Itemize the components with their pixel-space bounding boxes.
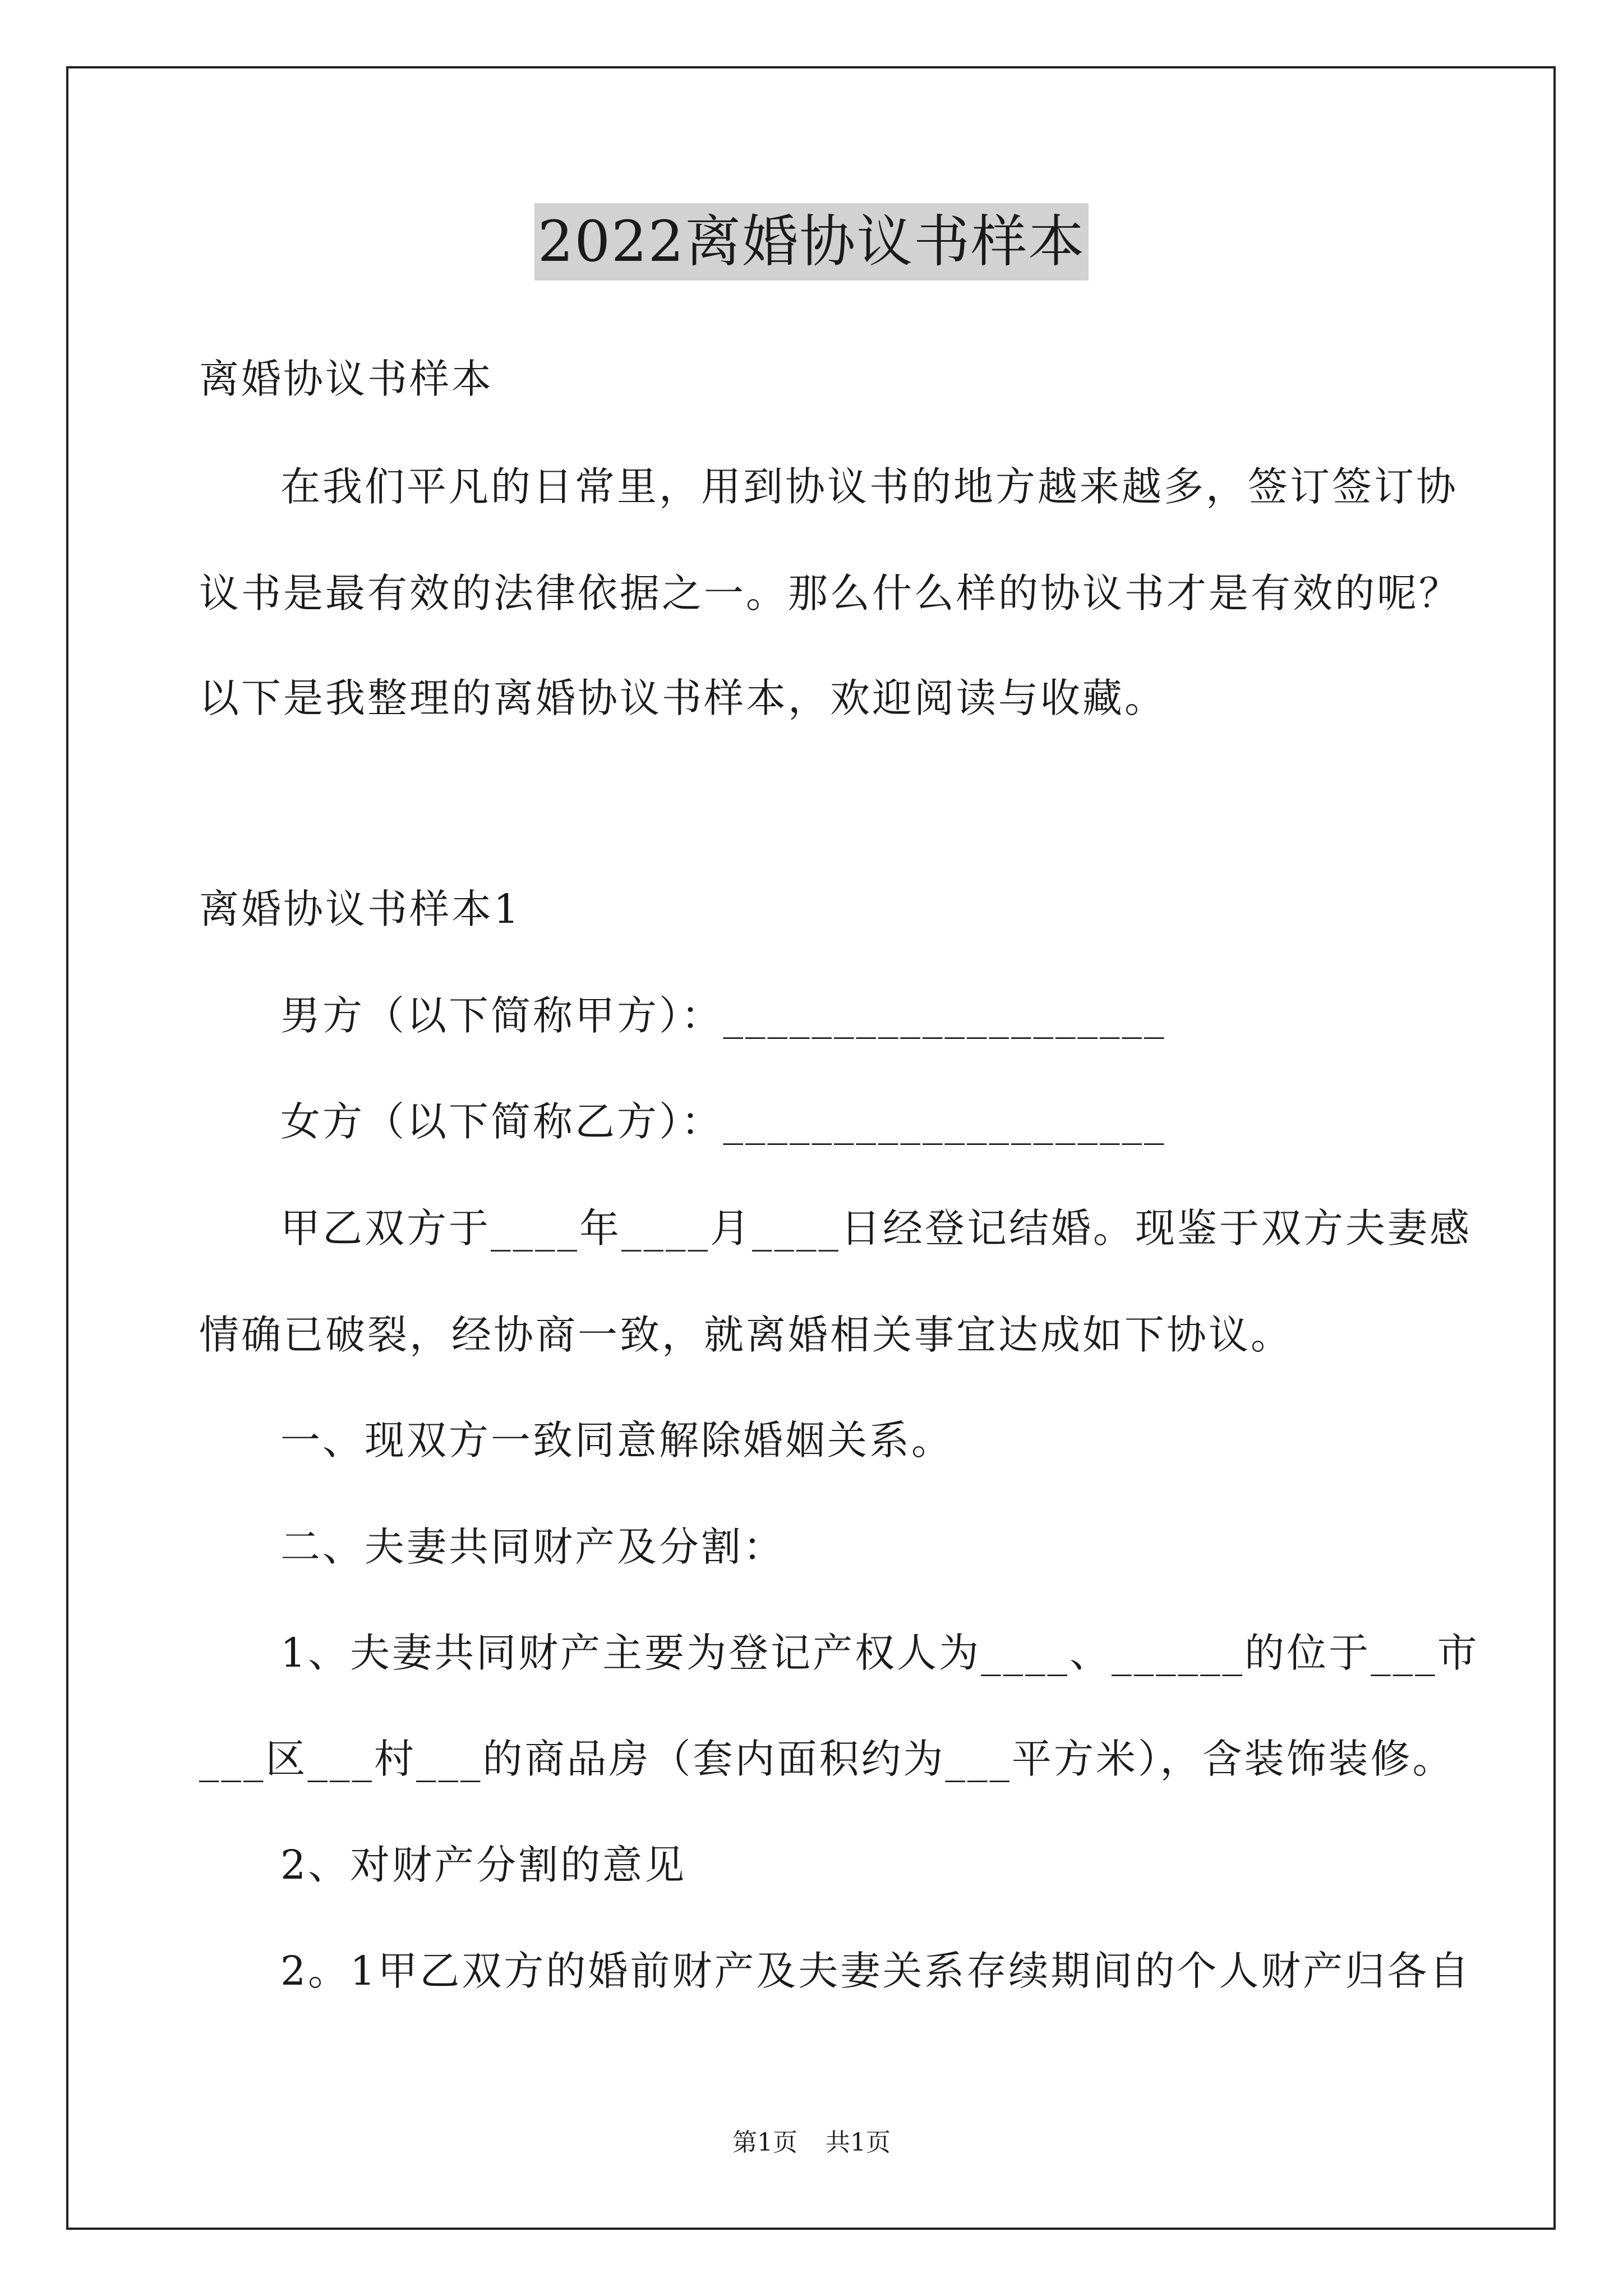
- paragraph-line: 2。1甲乙双方的婚前财产及夫妻关系存续期间的个人财产归各自: [280, 1948, 1472, 1994]
- page-footer: [0, 2126, 1623, 2160]
- page-total: 共1页: [826, 2128, 891, 2157]
- husband-field: 男方（以下简称甲方）：____________________: [280, 992, 1166, 1039]
- clause-one: 一、现双方一致同意解除婚姻关系。: [280, 1417, 954, 1464]
- section-heading: 离婚协议书样本1: [199, 886, 522, 932]
- clause-two: 二、夫妻共同财产及分割：: [280, 1524, 786, 1570]
- paragraph-line: 情确已破裂，经协商一致，就离婚相关事宜达成如下协议。: [199, 1312, 1293, 1358]
- paragraph-line: 2、对财产分割的意见: [280, 1842, 687, 1888]
- wife-field: 女方（以下简称乙方）：____________________: [280, 1098, 1166, 1145]
- subtitle: 离婚协议书样本: [199, 356, 494, 402]
- title-container: [0, 203, 1623, 280]
- intro-line-1: 在我们平凡的日常里，用到协议书的地方越来越多，签订签订协: [280, 463, 1459, 510]
- paragraph-line: 1、夫妻共同财产主要为登记产权人为____、______的位于___市: [280, 1630, 1479, 1676]
- paragraph-line: 甲乙双方于____年____月____日经登记结婚。现鉴于双方夫妻感: [280, 1205, 1472, 1251]
- paragraph-line: ___区___村___的商品房（套内面积约为___平方米），含装饰装修。: [199, 1736, 1455, 1782]
- intro-line-2: 议书是最有效的法律依据之一。那么什么样的协议书才是有效的呢？: [199, 570, 1461, 616]
- intro-line-3: 以下是我整理的离婚协议书样本，欢迎阅读与收藏。: [199, 675, 1167, 721]
- page-number: 第1页: [732, 2128, 797, 2157]
- document-title: 2022离婚协议书样本: [534, 203, 1089, 280]
